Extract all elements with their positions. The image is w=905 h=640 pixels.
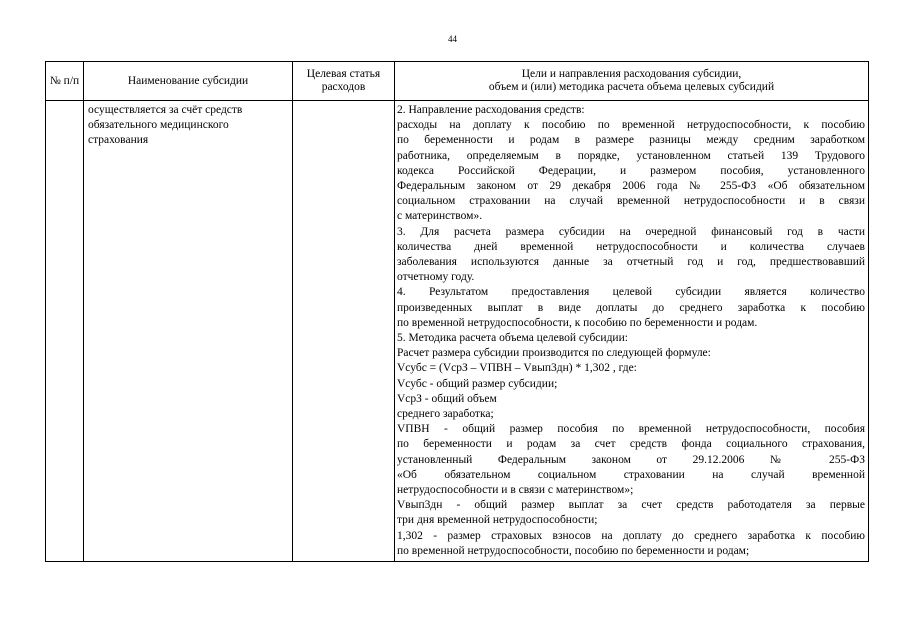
goals-line: «Об обязательном социальном страховании на случай временной bbox=[397, 468, 865, 481]
header-article: Целевая статья расходов bbox=[293, 62, 395, 101]
goals-line: 5. Методика расчета объема целевой субсидии: bbox=[397, 332, 628, 345]
goals-line: произведенных выплат в виде доплаты до среднего заработка к пособию bbox=[397, 301, 865, 314]
goals-line: социальном страховании на случай временной нетрудоспособности и в связи bbox=[397, 195, 865, 208]
goals-line: Vсубс = (VсрЗ – VПВН – Vвып3дн) * 1,302 , где: bbox=[397, 362, 637, 375]
goals-line: работника, определяемым в порядке, установленном статьей 139 Трудового bbox=[397, 149, 865, 162]
goals-line: заболевания используются данные за отчетный год и год, предшествовавший bbox=[397, 256, 865, 269]
goals-line: по временной нетрудоспособности, к пособию по беременности и родам. bbox=[397, 316, 758, 329]
goals-line: VсрЗ - общий объем bbox=[397, 392, 497, 405]
table-header-row bbox=[46, 62, 869, 101]
goals-line: Федеральным законом от 29 декабря 2006 года № 255-ФЗ «Об обязательном bbox=[397, 180, 865, 193]
header-goals-line1: Цели и направления расходования субсидии, bbox=[521, 68, 742, 80]
goals-line: количества дней временной нетрудоспособности и количества случаев bbox=[397, 240, 865, 253]
goals-line: 2. Направление расходования средств: bbox=[397, 104, 585, 116]
header-goals-line2: объем и (или) методика расчета объема целевых субсидий bbox=[488, 81, 775, 93]
goals-line: VПВН - общий размер пособия по временной нетрудоспособности, пособия bbox=[397, 423, 865, 436]
goals-line: нетрудоспособности и в связи с материнством»; bbox=[397, 484, 634, 497]
header-goals bbox=[395, 62, 869, 101]
row-article-cell bbox=[293, 101, 395, 562]
table-row bbox=[46, 101, 869, 562]
goals-line: Vсубс - общий размер субсидии; bbox=[397, 377, 558, 390]
goals-line: с материнством». bbox=[397, 210, 483, 223]
goals-line: расходы на доплату к пособию по временной нетрудоспособности, к пособию bbox=[397, 119, 865, 132]
goals-line: три дня временной нетрудоспособности; bbox=[397, 514, 598, 527]
goals-line: кодекса Российской Федерации, и размером пособия, установленного bbox=[397, 164, 865, 177]
row-num-cell bbox=[46, 101, 84, 562]
goals-line: Расчет размера субсидии производится по следующей формуле: bbox=[397, 347, 711, 360]
goals-line: по беременности и родам в размере разницы между средним заработком bbox=[397, 134, 865, 147]
header-num: № п/п bbox=[46, 62, 84, 101]
goals-line: по временной нетрудоспособности, пособию по беременности и родам; bbox=[397, 544, 750, 557]
subsidy-table bbox=[45, 61, 869, 562]
header-name: Наименование субсидии bbox=[84, 62, 293, 101]
goals-line: Vвып3дн - общий размер выплат за счет средств работодателя за первые bbox=[397, 499, 865, 512]
page-number: 44 bbox=[448, 34, 457, 44]
goals-line: отчетному году. bbox=[397, 271, 475, 284]
goals-line: 4. Результатом предоставления целевой субсидии является количество bbox=[397, 286, 865, 299]
goals-line: среднего заработка; bbox=[397, 408, 494, 421]
row-goals-cell bbox=[395, 101, 869, 562]
goals-line: 3. Для расчета размера субсидии на очередной финансовый год в части bbox=[397, 225, 865, 238]
goals-line: по беременности и родам за счет средств фонда социального страхования, bbox=[397, 438, 865, 451]
goals-line: 1,302 - размер страховых взносов на доплату до среднего заработка к пособию bbox=[397, 529, 865, 542]
row-name-cell: осуществляется за счёт средств обязательного медицинского страхования bbox=[84, 101, 293, 562]
goals-line: установленный Федеральным законом от 29.12.2006 № 255-ФЗ bbox=[397, 453, 865, 466]
